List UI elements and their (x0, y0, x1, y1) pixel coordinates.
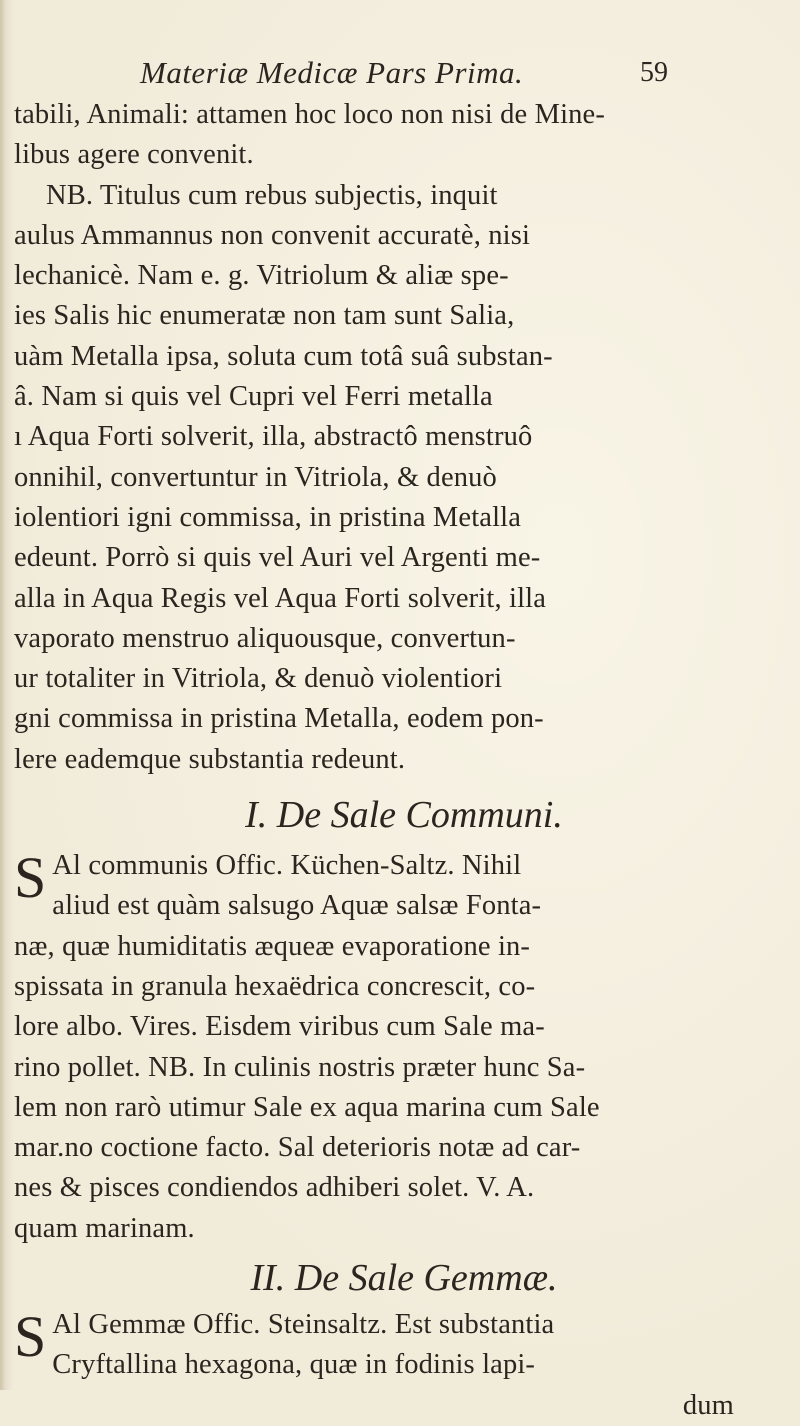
text-line: aulus Ammannus non convenit accuratè, nisi (14, 219, 531, 251)
text-line: nes & pisces condiendos adhiberi solet. V. A. (14, 1172, 535, 1204)
text-line: ı Aqua Forti solverit, illa, abstractô menstruô (14, 421, 533, 453)
text-line: Cryftallina hexagona, quæ in fodinis lapi- (52, 1349, 536, 1381)
text-line: Al Gemmæ Offic. Steinsaltz. Est substantia (52, 1309, 555, 1341)
text-line: vaporato menstruo aliquousque, convertun- (14, 622, 516, 654)
text-line: ies Salis hic enumeratæ non tam sunt Salia, (14, 300, 515, 332)
text-line: quam marinam. (14, 1212, 195, 1244)
text-line: libus agere convenit. (14, 139, 254, 171)
text-line: â. Nam si quis vel Cupri vel Ferri metalla (14, 381, 493, 413)
text-line: næ, quæ humiditatis æqueæ evaporatione in- (14, 930, 531, 962)
drop-cap: S (14, 845, 47, 911)
text-line: ur totaliter in Vitriola, & denuò violentiori (14, 663, 503, 695)
text-line: aliud est quàm salsugo Aquæ salsæ Fonta- (52, 890, 542, 922)
text-line: onnihil, convertuntur in Vitriola, & denuò (14, 461, 497, 493)
section-heading-sale-communi: I. De Sale Communi. (245, 794, 563, 837)
text-line: tabili, Animali: attamen hoc loco non nisi de Mine- (14, 99, 605, 130)
text-line: lem non rarò utimur Sale ex aqua marina cum Sale (14, 1091, 600, 1123)
page-number: 59 (640, 57, 668, 88)
text-line: iolentiori igni commissa, in pristina Metalla (14, 501, 522, 533)
text-line: gni commissa in pristina Metalla, eodem pon- (14, 703, 544, 735)
text-line: alla in Aqua Regis vel Aqua Forti solverit, illa (14, 582, 547, 614)
running-head: Materiæ Medicæ Pars Prima. (140, 55, 524, 90)
text-line: lere eademque substantia redeunt. (14, 743, 406, 775)
text-line: NB. Titulus cum rebus subjectis, inquit (46, 179, 498, 211)
text-line: lore albo. Vires. Eisdem viribus cum Sale ma- (14, 1011, 545, 1043)
catchword: dum (682, 1389, 734, 1421)
section-sale-communi (14, 846, 794, 1249)
text-line: spissata in granula hexaëdrica concrescit, co- (14, 970, 536, 1002)
section-sale-gemmae (14, 1305, 794, 1426)
text-body (14, 95, 794, 1426)
text-line: edeunt. Porrò si quis vel Auri vel Argenti me- (14, 542, 541, 574)
text-line: Al communis Offic. Küchen-Saltz. Nihil (52, 850, 522, 882)
text-line: mar.no coctione facto. Sal deterioris notæ ad car- (14, 1132, 581, 1164)
page-gutter (0, 0, 6, 1390)
section-heading-sale-gemmae: II. De Sale Gemmæ. (250, 1257, 558, 1300)
text-line: uàm Metalla ipsa, soluta cum totâ suâ substan- (14, 340, 553, 372)
text-line: lechanicè. Nam e. g. Vitriolum & aliæ spe- (14, 260, 509, 292)
text-line: rino pollet. NB. In culinis nostris præter hunc Sa- (14, 1051, 586, 1083)
drop-cap: S (14, 1304, 47, 1370)
